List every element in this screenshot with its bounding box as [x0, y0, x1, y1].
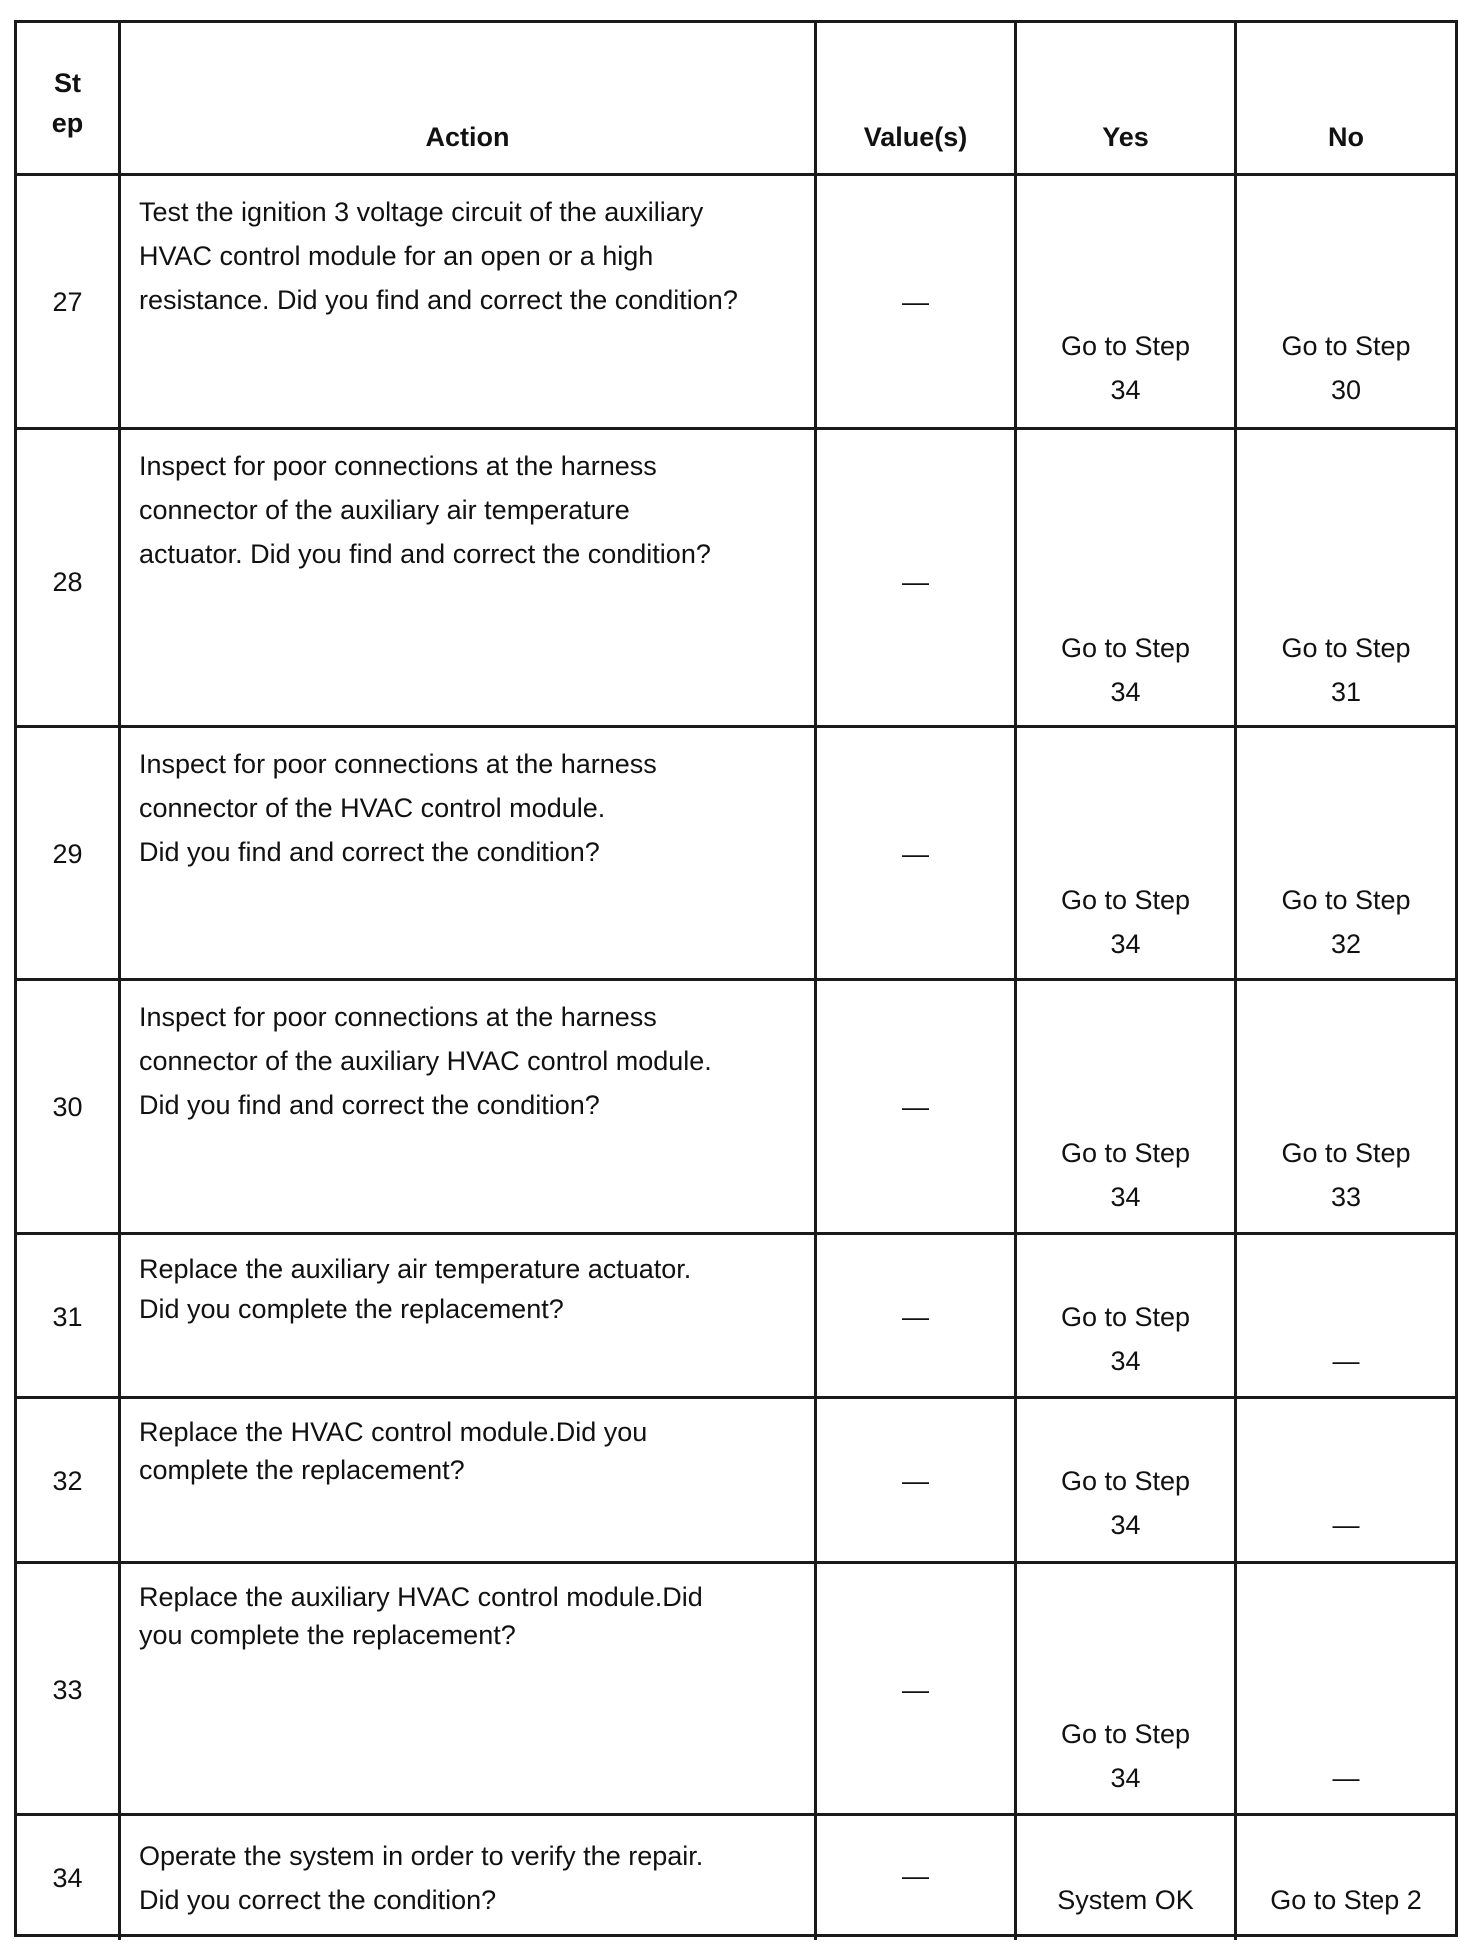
value-text: —	[902, 1302, 929, 1332]
value-text: —	[902, 567, 929, 597]
no-result: Go to Step 2	[1270, 1885, 1422, 1915]
step-number: 32	[52, 1466, 83, 1496]
header-step-cell	[17, 23, 121, 173]
yes-result: Go to Step 34	[1060, 1138, 1191, 1212]
yes-result: Go to Step 34	[1060, 1466, 1191, 1540]
action-text: Operate the system in order to verify the repair. Did you correct the condition?	[139, 1841, 704, 1915]
no-result: —	[1332, 1510, 1360, 1540]
no-result: Go to Step 32	[1281, 885, 1411, 959]
header-action-cell	[121, 23, 817, 173]
step-number: 27	[52, 287, 83, 317]
table-row	[17, 176, 1455, 430]
step-number: 29	[52, 839, 83, 869]
table-row	[17, 728, 1455, 981]
yes-result: Go to Step 34	[1060, 633, 1191, 707]
no-result: Go to Step 31	[1281, 633, 1411, 707]
yes-result: Go to Step 34	[1060, 1719, 1191, 1793]
step-number: 33	[52, 1675, 83, 1705]
value-text: —	[902, 1092, 929, 1122]
header-row	[17, 23, 1455, 176]
header-yes-cell	[1017, 23, 1237, 173]
yes-result: System OK	[1057, 1885, 1194, 1915]
table-row	[17, 1816, 1455, 1940]
yes-result: Go to Step 34	[1060, 331, 1191, 405]
table-row	[17, 1399, 1455, 1564]
header-values: Value(s)	[863, 122, 968, 152]
value-text: —	[902, 839, 929, 869]
table-row	[17, 1235, 1455, 1399]
diagnostic-table	[14, 20, 1458, 1937]
action-text: Replace the auxiliary air temperature actuator. Did you complete the replacement?	[139, 1254, 692, 1324]
action-text: Replace the auxiliary HVAC control module.Did you complete the replacement?	[139, 1582, 703, 1650]
step-number: 34	[52, 1863, 83, 1893]
step-number: 30	[52, 1092, 83, 1122]
action-text: Inspect for poor connections at the harness connector of the auxiliary HVAC control module. Did you find and correct the condition?	[139, 1002, 712, 1120]
header-action: Action	[425, 122, 510, 152]
step-number: 28	[52, 567, 83, 597]
action-text: Test the ignition 3 voltage circuit of the auxiliary HVAC control module for an open or a high resistance. Did you find and correct the condition?	[139, 197, 738, 315]
table-row	[17, 981, 1455, 1235]
table-row	[17, 1564, 1455, 1816]
step-number: 31	[52, 1302, 83, 1332]
yes-result: Go to Step 34	[1060, 1302, 1191, 1376]
header-step: St ep	[51, 68, 84, 138]
header-yes: Yes	[1102, 122, 1149, 152]
header-no-cell	[1237, 23, 1455, 173]
no-result: Go to Step 30	[1281, 331, 1411, 405]
no-result: Go to Step 33	[1281, 1138, 1411, 1212]
action-text: Inspect for poor connections at the harness connector of the auxiliary air temperature actuator. Did you find and correct the condition?	[139, 451, 711, 569]
no-result: —	[1332, 1763, 1360, 1793]
table-row	[17, 430, 1455, 728]
action-text: Replace the HVAC control module.Did you complete the replacement?	[139, 1417, 648, 1485]
no-result: —	[1332, 1346, 1360, 1376]
value-text: —	[902, 1675, 929, 1705]
header-values-cell	[817, 23, 1017, 173]
value-text: —	[902, 1466, 929, 1496]
yes-result: Go to Step 34	[1060, 885, 1191, 959]
action-text: Inspect for poor connections at the harness connector of the HVAC control module. Did you find and correct the condition?	[139, 749, 657, 867]
value-text: —	[902, 1861, 929, 1891]
header-no: No	[1328, 122, 1364, 152]
value-text: —	[902, 287, 929, 317]
